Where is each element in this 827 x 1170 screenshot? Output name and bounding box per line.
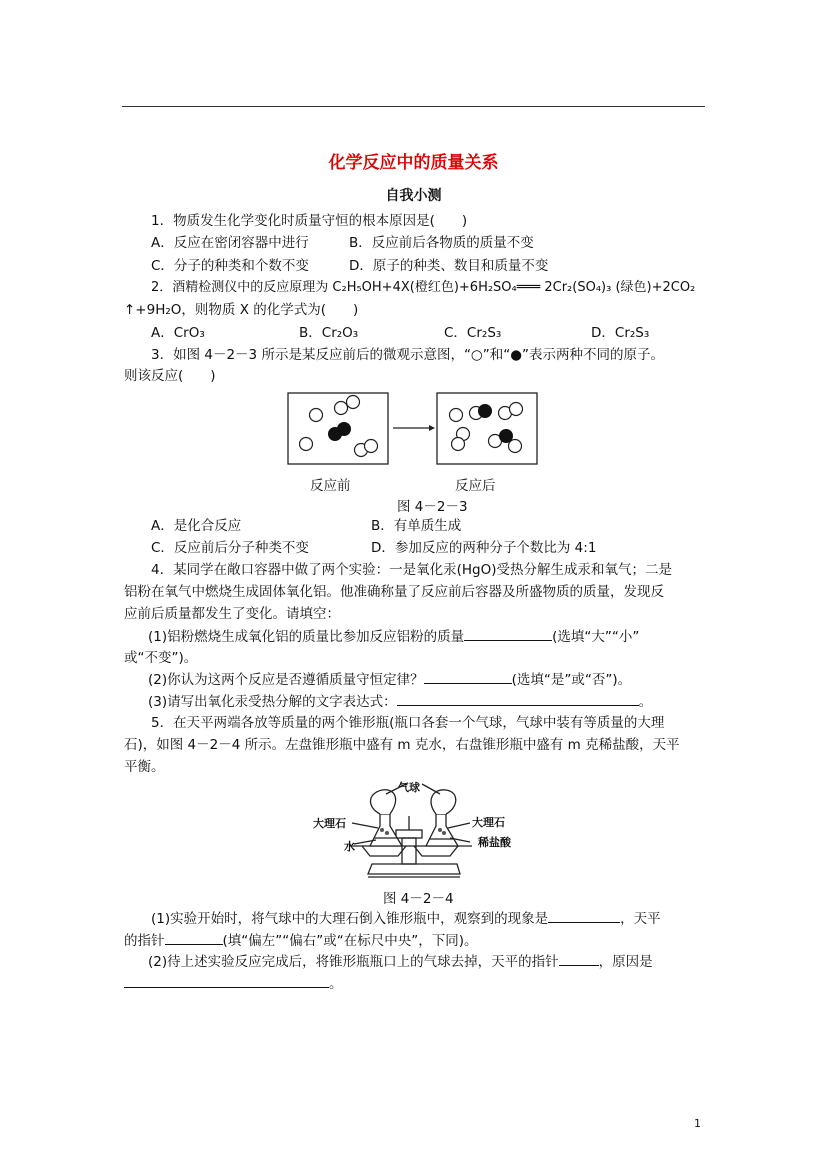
q5-part2-text: (2)待上述实验反应完成后，将锥形瓶瓶口上的气球去掉，天平的指针	[148, 954, 559, 970]
q3-option-d: D．参加反应的两种分子个数比为 4:1	[371, 540, 597, 556]
figure-caption-4-2-4: 图 4－2－4	[383, 891, 454, 907]
q4-part1-blank[interactable]	[464, 626, 552, 641]
q5-stem-line2: 石)，如图 4－2－4 所示。左盘锥形瓶中盛有 m 克水，右盘锥形瓶中盛有 m 克稀盐酸，天平	[124, 737, 680, 753]
q2-stem-line1: 2．酒精检测仪中的反应原理为 C₂H₅OH+4X(橙红色)+6H₂SO₄═══ 2Cr₂(SO₄)₃ (绿色)+2CO₂	[151, 280, 696, 295]
label-marble-left: 大理石	[313, 817, 346, 830]
q5-part2	[148, 951, 653, 972]
page-number: 1	[694, 1117, 701, 1130]
q5-stem-line1: 5．在天平两端各放等质量的两个锥形瓶(瓶口各套一个气球，气球中装有等质量的大理	[151, 715, 665, 731]
q2-option-d: D．Cr₂S₃	[591, 325, 650, 341]
q4-stem-line3: 应前后质量都发生了变化。请填空：	[124, 606, 340, 622]
q2-option-b: B．Cr₂O₃	[299, 325, 359, 341]
q3-option-b: B．有单质生成	[371, 518, 462, 534]
q3-option-c: C．反应前后分子种类不变	[151, 540, 309, 556]
q3-option-a: A．是化合反应	[151, 518, 242, 534]
q3-stem-line1: 3．如图 4－2－3 所示是某反应前后的微观示意图，“○”和“●”表示两种不同的原子。	[151, 347, 664, 363]
q5-part2-mid: ，原因是	[598, 954, 653, 970]
q5-part2-blank-2[interactable]	[124, 973, 329, 988]
q5-part2-end: 。	[329, 976, 343, 992]
q4-stem-line1: 4．某同学在敞口容器中做了两个实验：一是氧化汞(HgO)受热分解生成汞和氧气；二是	[151, 562, 672, 578]
q5-part1-hint: (填“偏左”“偏右”或“在标尺中央”，下同)。	[222, 933, 478, 949]
document-title: 化学反应中的质量关系	[328, 153, 499, 173]
q5-part1-mid: ，天平	[620, 911, 661, 927]
q2-option-c: C．Cr₂S₃	[444, 325, 502, 341]
q4-part3-text: (3)请写出氧化汞受热分解的文字表达式：	[148, 694, 397, 710]
q1-option-c: C．分子的种类和个数不变	[151, 258, 309, 274]
after-box	[437, 393, 537, 464]
reaction-micro-diagram	[285, 391, 545, 469]
q4-part1	[148, 626, 639, 647]
section-heading: 自我小测	[385, 188, 442, 204]
q4-part3	[148, 691, 652, 712]
q4-part1-cont: 或“不变”)。	[124, 650, 198, 666]
after-black-atom-1	[479, 405, 492, 418]
q2-stem-line2: ↑+9H₂O，则物质 X 的化学式为( )	[124, 302, 359, 318]
label-marble-right: 大理石	[472, 816, 505, 829]
arrow-head	[429, 425, 435, 431]
q4-part2-blank[interactable]	[424, 669, 512, 684]
left-balloon	[371, 790, 396, 814]
leader-balloon-right	[422, 784, 440, 794]
balance-base	[368, 864, 460, 874]
q4-part1-hint: (选填“大”“小”	[552, 629, 640, 645]
q5-part1	[151, 908, 661, 929]
header-rule	[122, 106, 705, 107]
q4-part2-hint: (选填“是”或“否”)。	[511, 672, 632, 688]
before-black-atom-2	[338, 423, 351, 436]
q5-part1-text: (1)实验开始时，将气球中的大理石倒入锥形瓶中，观察到的现象是	[151, 911, 549, 927]
label-water: 水	[344, 840, 355, 853]
balance-column	[402, 838, 416, 864]
q5-part1-blank-1[interactable]	[548, 908, 620, 923]
balance-scale	[396, 830, 422, 838]
label-after: 反应后	[455, 478, 496, 494]
left-pan-stand	[362, 846, 406, 856]
q5-stem-line3: 平衡。	[124, 759, 165, 775]
label-balloon: 气球	[398, 781, 420, 794]
q3-stem-line2: 则该反应( )	[124, 368, 216, 384]
q1-stem: 1．物质发生化学变化时质量守恒的根本原因是( )	[151, 213, 468, 229]
q4-part2-text: (2)你认为这两个反应是否遵循质量守恒定律？	[148, 672, 424, 688]
q5-part2-cont	[124, 973, 343, 994]
q4-part2	[148, 669, 631, 690]
q5-part1-pointer-text: 的指针	[124, 933, 165, 949]
q4-stem-line2: 铝粉在氧气中燃烧生成固体氧化铝。他准确称量了反应前后容器及所盛物质的质量，发现反	[124, 584, 664, 600]
leader-marble-left	[352, 823, 378, 828]
label-acid: 稀盐酸	[478, 836, 511, 849]
q1-option-b: B．反应前后各物质的质量不变	[349, 235, 534, 251]
q5-part2-blank-1[interactable]	[559, 951, 599, 966]
right-balloon	[431, 790, 456, 814]
q4-part1-text: (1)铝粉燃烧生成氧化铝的质量比参加反应铝粉的质量	[148, 629, 465, 645]
label-before: 反应前	[310, 478, 351, 494]
q4-part3-blank[interactable]	[397, 691, 639, 706]
q1-option-d: D．原子的种类、数目和质量不变	[349, 258, 549, 274]
after-black-atom-2	[500, 430, 513, 443]
leader-marble-right	[448, 823, 470, 828]
right-pan-stand	[414, 846, 458, 856]
q2-option-a: A．CrO₃	[151, 325, 205, 341]
q1-option-a: A．反应在密闭容器中进行	[151, 235, 309, 251]
q5-part1-cont	[124, 930, 478, 951]
q4-part3-end: 。	[638, 694, 653, 710]
figure-caption-4-2-3: 图 4－2－3	[397, 499, 468, 515]
q5-part1-blank-2[interactable]	[165, 930, 223, 945]
